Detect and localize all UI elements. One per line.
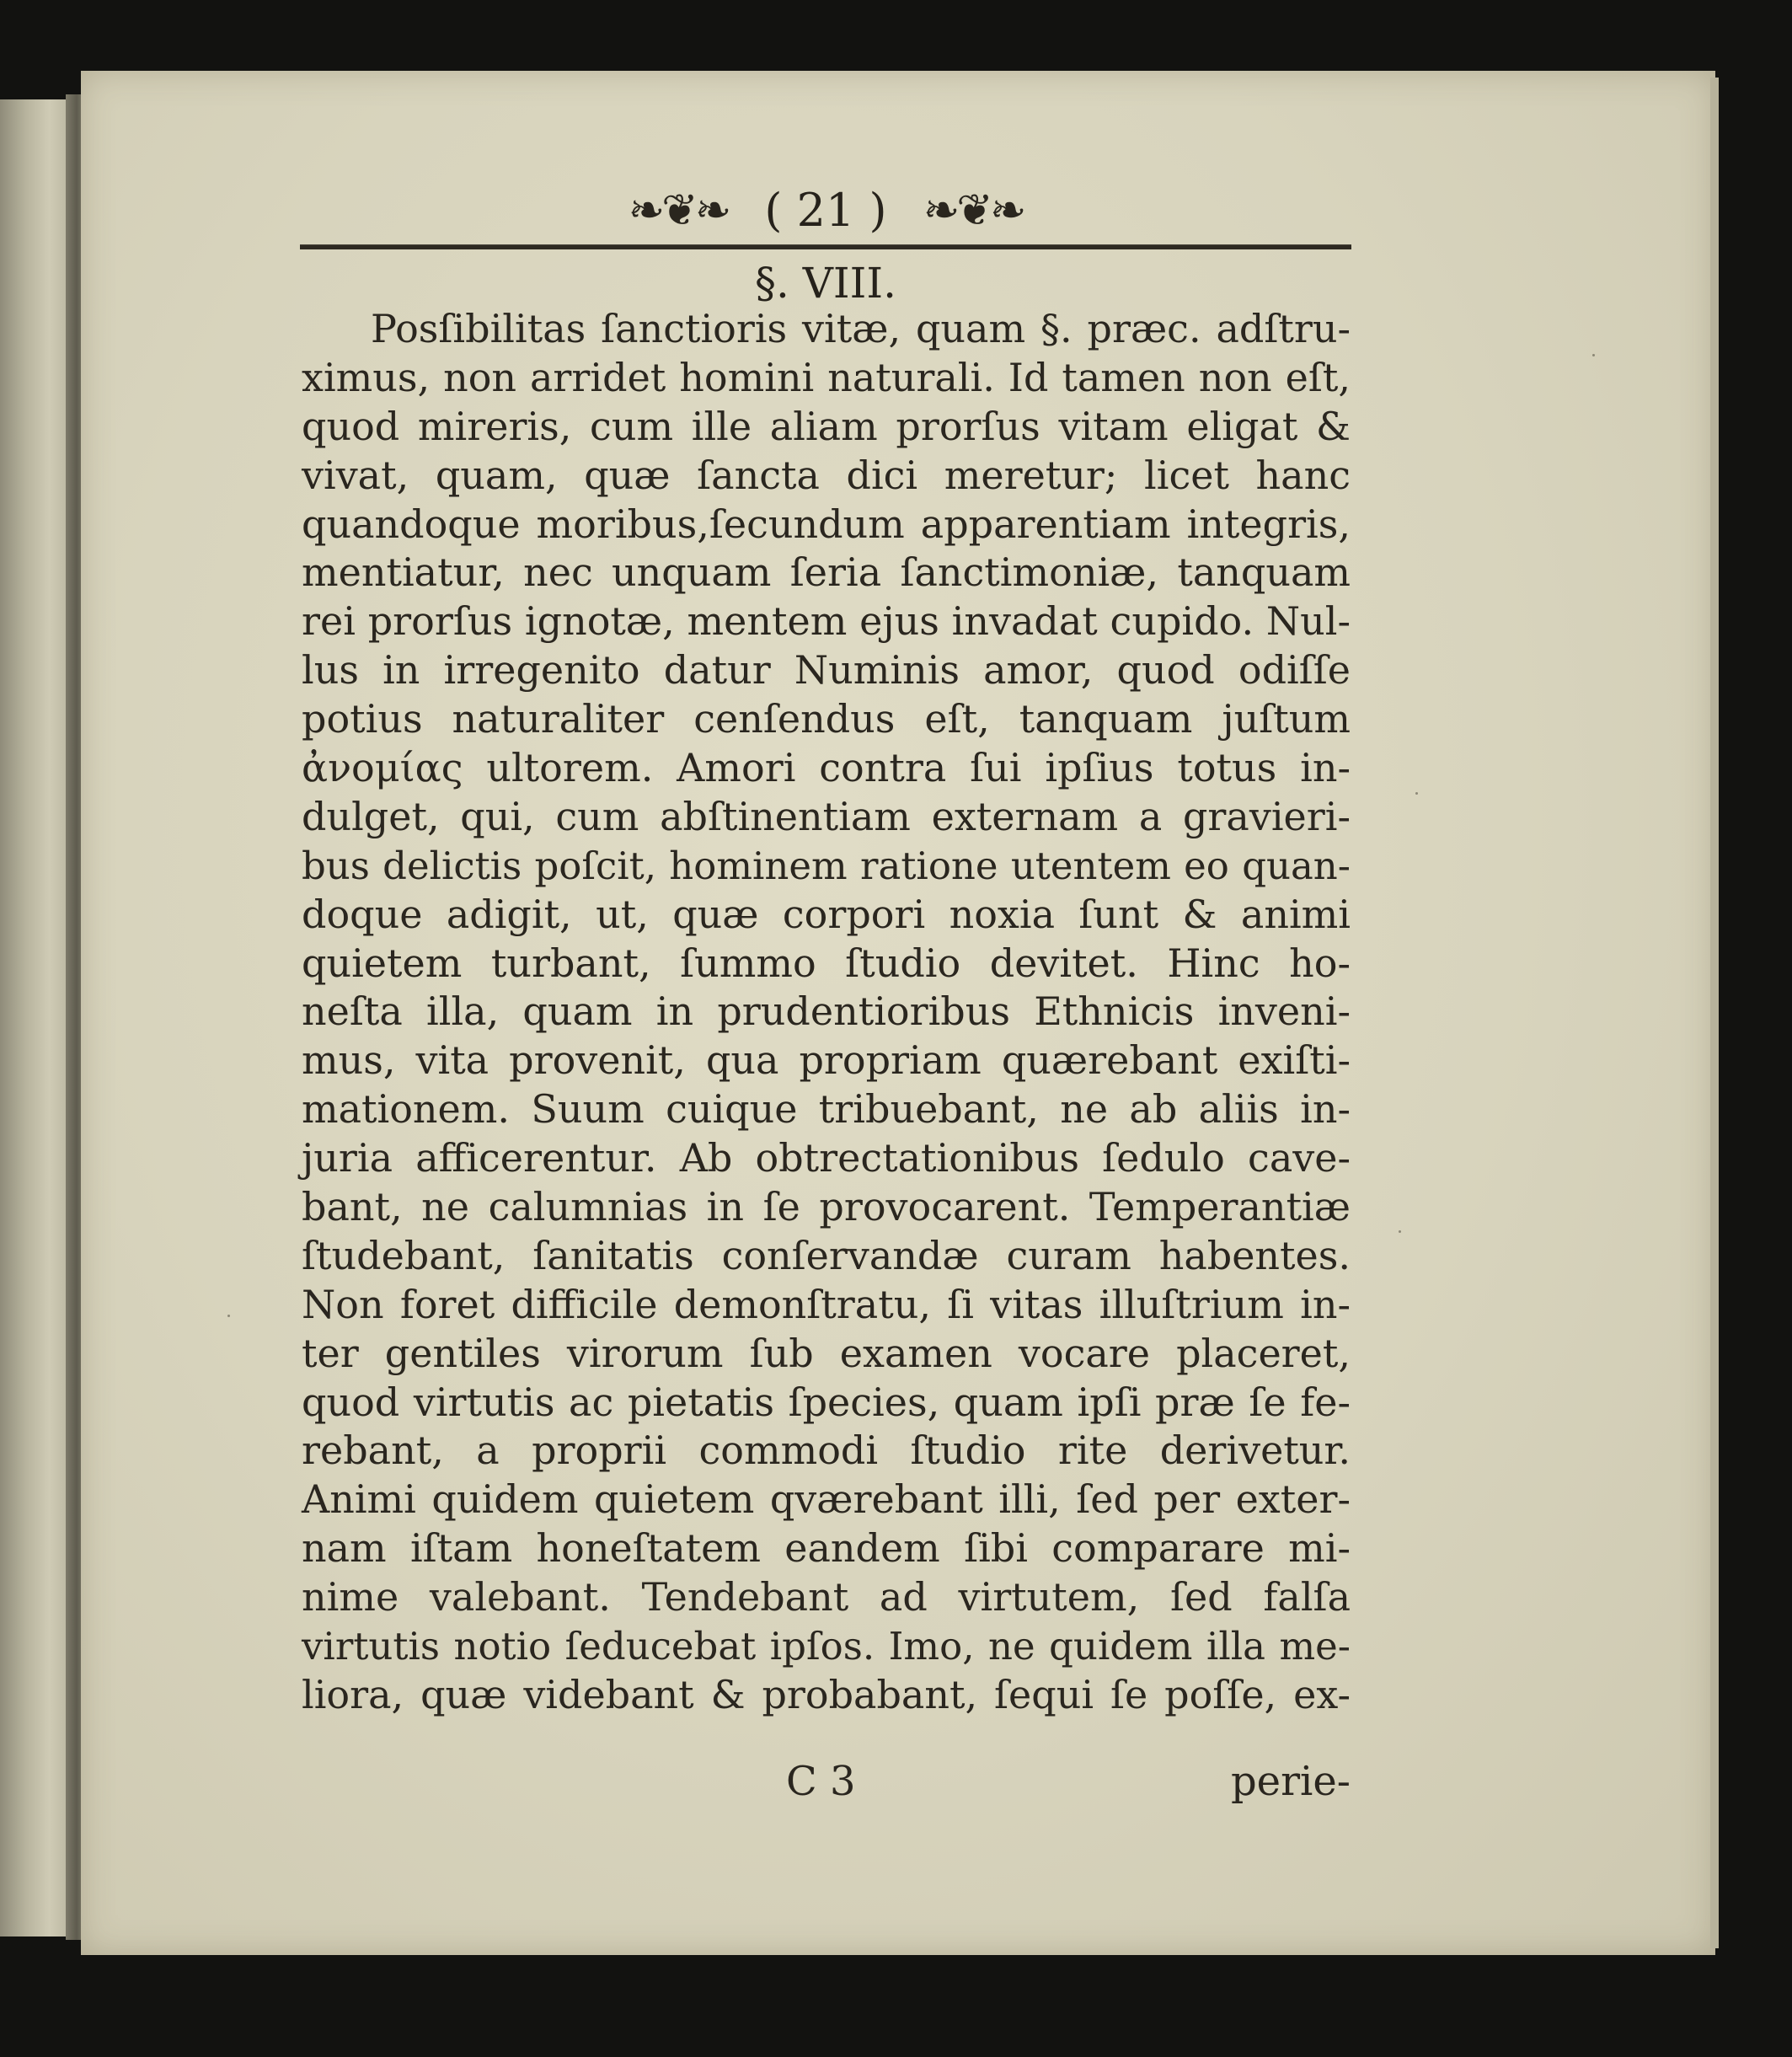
text-line: quietem turbant, ſummo ſtudio devitet. Hinc ho- [302,940,1351,986]
text-line: virtutis notio ſeducebat ipſos. Imo, ne quidem illa me- [302,1624,1351,1669]
right-ornament-icon: ❧❦❧ [923,185,1024,236]
text-line: rebant, a proprii commodi ſtudio rite derivetur. [302,1428,1351,1474]
catchword: perie- [1230,1758,1351,1805]
text-line: mationem. Suum cuique tribuebant, ne ab aliis in- [302,1086,1351,1133]
paper-speck [1399,1230,1401,1233]
text-line: juria afficerentur. Ab obtrectationibus ſedulo cave- [302,1135,1351,1181]
text-line: potius naturaliter cenſendus eſt, tanquam juſtum [302,696,1351,742]
text-line: ἀνομίας ultorem. Amori contra ſui ipſius totus in- [302,745,1351,791]
text-line: ſtudebant, ſanitatis conſervandæ curam habentes. [302,1232,1351,1278]
text-line: quandoque moribus,ſecundum apparentiam integris, [302,501,1351,547]
text-line: ximus, non arridet homini naturali. Id tamen non eſt, [302,354,1351,400]
text-line: vivat, quam, quæ ſancta dici meretur; licet hanc [302,452,1351,498]
paper-speck [1592,354,1595,356]
text-line: doque adigit, ut, quæ corpori noxia ſunt & animi [302,891,1351,937]
text-line: lus in irregenito datur Numinis amor, quod odiſſe [302,647,1351,694]
text-line: quod virtutis ac pietatis ſpecies, quam ipſi præ ſe fe- [302,1379,1351,1425]
body-text [302,305,1351,1720]
text-line: Non foret difficile demonſtratu, ſi vitas illuſtrium in- [302,1281,1351,1327]
text-line: bant, ne calumnias in ſe provocarent. Temperantiæ [302,1184,1351,1230]
page-right-edge [1710,78,1719,1948]
text-line: bus delictis poſcit, hominem ratione utentem eo quan- [302,843,1351,888]
paper-speck [227,1315,230,1317]
left-ornament-icon: ❧❦❧ [628,185,729,236]
text-line: Animi quidem quietem qværebant illi, ſed per exter- [302,1476,1351,1523]
text-line: liora, quæ videbant & probabant, ſequi ſe poſſe, ex- [302,1671,1351,1717]
text-line: mus, vita provenit, qua propriam quærebant exiſti- [302,1037,1351,1084]
signature-mark: C 3 [786,1758,856,1805]
text-line: mentiatur, nec unquam ſeria ſanctimoniæ, tanquam [302,549,1351,596]
text-line: ter gentiles virorum ſub examen vocare placeret, [302,1330,1351,1376]
page-number: ( 21 ) [764,184,887,237]
text-line: rei prorſus ignotæ, mentem ejus invadat cupido. Nul- [302,598,1351,645]
paper-speck [1415,792,1418,795]
text-line: nime valebant. Tendebant ad virtutem, ſed falſa [302,1574,1351,1620]
text-line: Posſibilitas ſanctioris vitæ, quam §. præc. adſtru- [371,306,1351,351]
header-rule [300,244,1351,249]
page-footer [302,1758,1351,1808]
text-line: quod mireris, cum ille aliam prorſus vitam eligat & [302,403,1351,449]
left-page-edge [0,99,66,1936]
running-header [299,184,1352,243]
section-heading: §. VIII. [754,259,897,308]
text-line: neſta illa, quam in prudentioribus Ethnicis inveni- [302,988,1351,1035]
text-line: nam iſtam honeſtatem eandem ſibi comparare mi- [302,1525,1351,1572]
text-line: dulget, qui, cum abſtinentiam externam a gravieri- [302,793,1351,839]
